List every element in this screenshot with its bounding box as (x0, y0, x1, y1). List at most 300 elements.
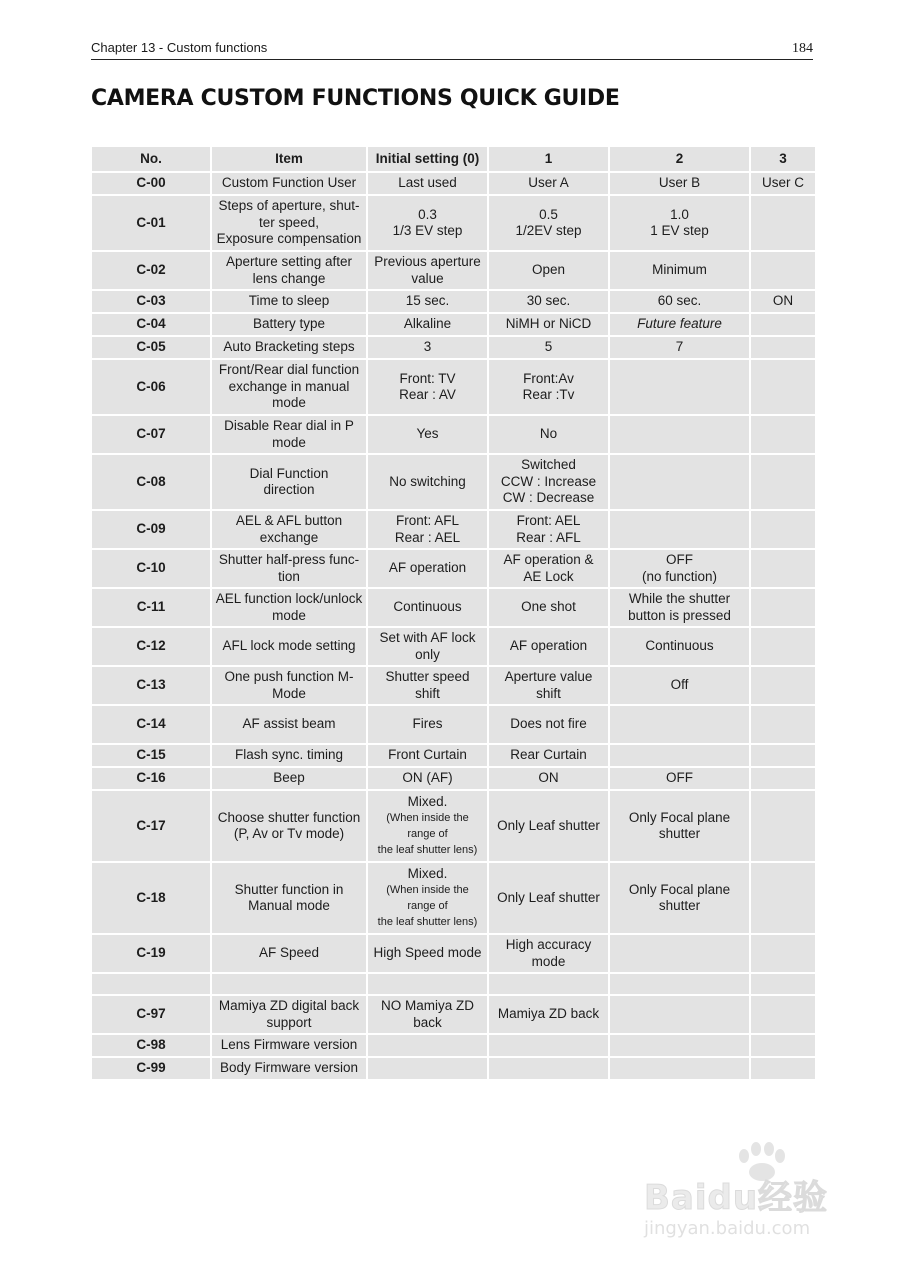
initial-setting-note-line: the leaf shutter lens) (377, 844, 478, 857)
table-row (92, 252, 815, 289)
initial-setting-cell (368, 550, 487, 587)
watermark-url: jingyan.baidu.com (644, 1218, 811, 1239)
table-row (92, 628, 815, 665)
setting-1-cell-line: Front: AEL (516, 513, 581, 528)
setting-1-cell-line: 30 sec. (526, 293, 571, 309)
initial-setting-cell-line: Alkaline (403, 316, 452, 332)
initial-setting-cell (368, 511, 487, 548)
setting-3-cell (751, 337, 815, 358)
setting-2-cell (610, 314, 749, 335)
initial-setting-cell (368, 455, 487, 509)
setting-2-cell (610, 628, 749, 665)
function-number-cell: C-11 (92, 589, 210, 626)
setting-1-cell-line: AF operation (509, 638, 588, 654)
item-cell-line: Battery type (252, 316, 326, 332)
item-cell-line: AFL lock mode setting (222, 638, 356, 654)
setting-1-cell-line: Front:Av (523, 370, 574, 386)
setting-3-cell (751, 628, 815, 665)
item-cell (212, 667, 366, 704)
setting-1-cell (489, 667, 608, 704)
chapter-title: Chapter 13 - Custom functions (91, 40, 268, 55)
item-cell-line: Choose shutter function (217, 809, 361, 825)
initial-setting-cell-line: Continuous (393, 599, 462, 615)
setting-2-cell-line: Continuous (645, 638, 714, 654)
setting-2-cell (610, 768, 749, 789)
setting-2-cell-line: OFF (666, 552, 693, 567)
setting-2-cell (610, 791, 749, 861)
setting-2-cell-line: Minimum (652, 262, 707, 278)
setting-1-cell (489, 360, 608, 414)
setting-1-cell (489, 589, 608, 626)
function-number-cell: C-13 (92, 667, 210, 704)
item-cell-line: AEL & AFL button (235, 513, 343, 528)
table-row (92, 996, 815, 1033)
item-cell-line: exchange (259, 529, 319, 545)
item-cell-line: exchange in manual (228, 378, 350, 394)
watermark (642, 1142, 862, 1252)
item-cell-line: Manual mode (248, 898, 330, 913)
setting-2-cell (610, 1058, 749, 1079)
setting-3-cell (751, 935, 815, 972)
item-cell (212, 768, 366, 789)
initial-setting-cell (368, 416, 487, 453)
table-header-row (92, 147, 815, 171)
item-cell-line: mode (272, 434, 306, 450)
setting-3-cell (751, 589, 815, 626)
item-cell (212, 706, 366, 743)
initial-setting-cell (368, 1035, 487, 1056)
table-row (92, 511, 815, 548)
setting-2-cell (610, 745, 749, 766)
initial-setting-note-line: (When inside the (386, 884, 469, 897)
setting-1-cell (489, 337, 608, 358)
function-number-cell: C-19 (92, 935, 210, 972)
item-cell-line: AF Speed (258, 945, 320, 961)
setting-1-cell (489, 252, 608, 289)
function-number-cell: C-05 (92, 337, 210, 358)
item-cell-line: One push function M- (224, 669, 354, 684)
item-cell-line: mode (272, 395, 306, 411)
table-row (92, 589, 815, 626)
table-row (92, 974, 815, 994)
setting-2-cell-line: button is pressed (628, 607, 731, 623)
initial-setting-cell-line: Front: AFL (395, 513, 460, 528)
initial-setting-cell (368, 589, 487, 626)
initial-setting-note-line: range of (407, 900, 448, 913)
setting-2-cell-line: 1.0 (670, 206, 689, 222)
setting-2-cell (610, 360, 749, 414)
initial-setting-note-line: (When inside the (386, 812, 469, 825)
table-row (92, 1035, 815, 1056)
table-row (92, 291, 815, 312)
initial-setting-cell-line: 15 sec. (405, 293, 450, 309)
initial-setting-cell-line: Shutter speed (385, 669, 470, 684)
setting-3-cell (751, 996, 815, 1033)
function-number-cell: C-10 (92, 550, 210, 587)
setting-1-cell (489, 455, 608, 509)
setting-1-cell-line: Aperture value (504, 669, 593, 684)
setting-3-cell (751, 745, 815, 766)
setting-1-cell (489, 863, 608, 933)
initial-setting-cell (368, 337, 487, 358)
table-row (92, 745, 815, 766)
initial-setting-cell-line: shift (415, 685, 440, 701)
setting-2-cell (610, 667, 749, 704)
setting-1-cell-line: High accuracy (505, 937, 592, 952)
item-cell (212, 173, 366, 194)
item-cell-line: Shutter function in (234, 881, 344, 897)
initial-setting-cell (368, 252, 487, 289)
item-cell-line: Shutter half-press func- (218, 552, 360, 567)
initial-setting-cell-line: back (413, 1014, 442, 1030)
item-cell (212, 974, 366, 994)
function-number-cell: C-18 (92, 863, 210, 933)
setting-3-cell (751, 791, 815, 861)
item-cell-line: Lens Firmware version (220, 1037, 358, 1053)
column-header: Item (212, 147, 366, 171)
setting-2-cell (610, 935, 749, 972)
initial-setting-cell-line: 0.3 (418, 206, 437, 222)
initial-setting-cell-line: Mixed. (407, 865, 448, 881)
item-cell-line: Mamiya ZD digital back (218, 998, 360, 1013)
custom-functions-table (90, 145, 817, 1081)
setting-2-cell-line: shutter (658, 826, 701, 841)
item-cell (212, 628, 366, 665)
function-number-cell: C-14 (92, 706, 210, 743)
initial-setting-cell-line: Rear : AEL (394, 529, 461, 545)
setting-1-cell-line: Rear : AFL (516, 529, 581, 545)
setting-2-cell-line: Off (670, 677, 689, 693)
initial-setting-cell (368, 974, 487, 994)
setting-1-cell-line: 0.5 (539, 206, 558, 222)
setting-3-cell (751, 706, 815, 743)
initial-setting-cell-line: Yes (416, 426, 439, 442)
initial-setting-cell (368, 863, 487, 933)
item-cell (212, 314, 366, 335)
function-number-cell: C-04 (92, 314, 210, 335)
setting-1-cell (489, 706, 608, 743)
initial-setting-cell-line: Fires (412, 716, 443, 732)
setting-1-cell-line: AE Lock (523, 568, 574, 584)
setting-2-cell-line: shutter (658, 898, 701, 913)
setting-3-cell (751, 360, 815, 414)
setting-3-cell (751, 1035, 815, 1056)
watermark-logo-text: Baidu经验 (644, 1178, 829, 1218)
setting-2-cell-line: User B (658, 175, 701, 191)
function-number-cell: C-99 (92, 1058, 210, 1079)
column-header: 3 (751, 147, 815, 171)
setting-1-cell-line: AF operation & (503, 552, 594, 567)
setting-1-cell-line: shift (536, 685, 561, 701)
initial-setting-cell-line: Rear : AV (399, 387, 456, 402)
table-row (92, 337, 815, 358)
table-row (92, 935, 815, 972)
initial-setting-cell (368, 291, 487, 312)
item-cell (212, 996, 366, 1033)
item-cell-line: support (266, 1014, 312, 1030)
function-number-cell: C-01 (92, 196, 210, 250)
item-cell-line: AEL function lock/unlock (215, 591, 363, 606)
initial-setting-cell (368, 628, 487, 665)
function-number-cell: C-98 (92, 1035, 210, 1056)
setting-2-cell (610, 337, 749, 358)
page-title: CAMERA CUSTOM FUNCTIONS QUICK GUIDE (91, 86, 620, 111)
item-cell (212, 511, 366, 548)
table-row (92, 196, 815, 250)
setting-1-cell-line: NiMH or NiCD (505, 316, 592, 332)
table-row (92, 173, 815, 194)
table-row (92, 550, 815, 587)
initial-setting-cell-line: No switching (389, 473, 466, 489)
table-row (92, 1058, 815, 1079)
item-cell-line: tion (278, 568, 300, 584)
item-cell-line: Dial Function (249, 465, 329, 481)
initial-setting-cell-line: Previous aperture (374, 254, 481, 269)
setting-2-cell (610, 974, 749, 994)
item-cell (212, 1035, 366, 1056)
table-row (92, 314, 815, 335)
setting-1-cell-line: 5 (544, 339, 553, 355)
function-number-cell: C-17 (92, 791, 210, 861)
setting-2-cell (610, 173, 749, 194)
table-row (92, 667, 815, 704)
setting-2-cell-line: Only Focal plane (628, 809, 731, 825)
initial-setting-cell-line: Last used (398, 175, 457, 191)
item-cell (212, 863, 366, 933)
setting-1-cell (489, 996, 608, 1033)
setting-2-cell (610, 511, 749, 548)
column-header: No. (92, 147, 210, 171)
setting-2-cell (610, 291, 749, 312)
table-row (92, 416, 815, 453)
setting-3-cell (751, 314, 815, 335)
function-number-cell: C-15 (92, 745, 210, 766)
setting-2-cell-line: (no function) (641, 568, 718, 584)
item-cell (212, 1058, 366, 1079)
item-cell-line: AF assist beam (242, 716, 336, 732)
function-number-cell: C-00 (92, 173, 210, 194)
setting-3-cell (751, 173, 815, 194)
initial-setting-cell (368, 196, 487, 250)
table-row (92, 455, 815, 509)
item-cell (212, 935, 366, 972)
item-cell (212, 196, 366, 250)
setting-3-cell (751, 196, 815, 250)
item-cell-line: ter speed, (258, 214, 320, 230)
setting-1-cell (489, 974, 608, 994)
setting-2-cell (610, 550, 749, 587)
item-cell (212, 550, 366, 587)
item-cell-line: Aperture setting after (225, 254, 353, 269)
setting-3-cell (751, 667, 815, 704)
initial-setting-cell-line: ON (AF) (402, 770, 453, 786)
setting-1-cell-line: User A (528, 175, 569, 191)
initial-setting-cell (368, 745, 487, 766)
table-row (92, 360, 815, 414)
item-cell-line: Mode (272, 685, 306, 701)
table-row (92, 768, 815, 789)
table-row (92, 791, 815, 861)
setting-3-cell (751, 768, 815, 789)
initial-setting-cell (368, 996, 487, 1033)
setting-1-cell (489, 791, 608, 861)
setting-1-cell-line: No (539, 426, 558, 442)
initial-setting-cell (368, 667, 487, 704)
setting-3-cell (751, 511, 815, 548)
setting-3-cell (751, 455, 815, 509)
item-cell (212, 791, 366, 861)
initial-setting-cell-line: Set with AF lock (379, 630, 476, 645)
table-row (92, 863, 815, 933)
initial-setting-cell-line: Mixed. (407, 793, 448, 809)
item-cell-line: Disable Rear dial in P (224, 418, 354, 433)
setting-2-cell-line: 7 (675, 339, 684, 355)
setting-2-cell-line: 60 sec. (657, 293, 702, 309)
initial-setting-cell (368, 360, 487, 414)
initial-setting-cell (368, 935, 487, 972)
setting-1-cell (489, 768, 608, 789)
setting-1-cell (489, 935, 608, 972)
initial-setting-cell-line: 3 (423, 339, 432, 355)
function-number-cell: C-07 (92, 416, 210, 453)
setting-1-cell-line: mode (531, 953, 566, 969)
setting-1-cell-line: Mamiya ZD back (497, 1006, 600, 1022)
setting-2-cell-line: 1 EV step (650, 223, 709, 238)
item-cell (212, 360, 366, 414)
setting-1-cell (489, 416, 608, 453)
item-cell-line: Beep (273, 770, 305, 786)
setting-1-cell-line: One shot (521, 599, 576, 615)
setting-1-cell-line: ON (538, 770, 559, 786)
setting-1-cell (489, 628, 608, 665)
setting-3-cell (751, 1058, 815, 1079)
setting-2-cell (610, 996, 749, 1033)
setting-2-cell-line: OFF (666, 770, 693, 786)
table-body (92, 173, 815, 1079)
initial-setting-cell (368, 314, 487, 335)
initial-setting-cell-line: 1/3 EV step (392, 223, 463, 238)
function-number-cell: C-16 (92, 768, 210, 789)
function-number-cell: C-06 (92, 360, 210, 414)
setting-1-cell (489, 196, 608, 250)
item-cell-line: mode (272, 607, 306, 623)
item-cell-line: (P, Av or Tv mode) (233, 826, 345, 841)
setting-1-cell-line: Switched (521, 457, 576, 473)
item-cell (212, 291, 366, 312)
setting-3-cell (751, 550, 815, 587)
setting-1-cell (489, 550, 608, 587)
setting-1-cell (489, 314, 608, 335)
initial-setting-cell-line: only (415, 646, 440, 662)
function-number-cell: C-08 (92, 455, 210, 509)
initial-setting-note-line: range of (407, 828, 448, 841)
item-cell-line: Flash sync. timing (234, 747, 344, 763)
item-cell-line: Time to sleep (248, 293, 330, 309)
initial-setting-cell-line: Front Curtain (388, 747, 467, 763)
setting-2-cell (610, 252, 749, 289)
setting-2-cell-line: Future feature (637, 316, 722, 332)
column-header: 1 (489, 147, 608, 171)
table-row (92, 706, 815, 743)
setting-1-cell (489, 745, 608, 766)
item-cell (212, 252, 366, 289)
setting-2-cell (610, 416, 749, 453)
setting-1-cell-line: CCW : Increase (500, 473, 597, 489)
setting-3-cell (751, 252, 815, 289)
setting-2-cell (610, 589, 749, 626)
column-header: 2 (610, 147, 749, 171)
item-cell (212, 745, 366, 766)
initial-setting-cell-line: High Speed mode (373, 945, 482, 961)
setting-1-cell-line: CW : Decrease (502, 490, 595, 506)
setting-1-cell-line: Only Leaf shutter (497, 889, 600, 905)
initial-setting-note (371, 882, 484, 930)
item-cell-line: direction (263, 482, 315, 497)
item-cell (212, 416, 366, 453)
setting-1-cell (489, 511, 608, 548)
setting-1-cell (489, 291, 608, 312)
item-cell (212, 337, 366, 358)
initial-setting-cell (368, 1058, 487, 1079)
initial-setting-cell (368, 791, 487, 861)
function-number-cell: C-03 (92, 291, 210, 312)
initial-setting-cell (368, 706, 487, 743)
item-cell (212, 455, 366, 509)
item-cell-line: Custom Function User (221, 175, 357, 191)
setting-1-cell-line: Open (531, 262, 566, 278)
item-cell-line: Steps of aperture, shut- (218, 198, 360, 214)
function-number-cell (92, 974, 210, 994)
setting-1-cell-line: Does not fire (510, 716, 587, 732)
setting-2-cell (610, 863, 749, 933)
setting-1-cell-line: Rear :Tv (522, 387, 575, 402)
initial-setting-cell-line: NO Mamiya ZD (380, 998, 474, 1013)
setting-1-cell-line: 1/2EV step (515, 223, 582, 238)
initial-setting-cell (368, 173, 487, 194)
setting-3-cell (751, 974, 815, 994)
setting-1-cell (489, 1035, 608, 1056)
initial-setting-note-line: the leaf shutter lens) (377, 916, 478, 929)
initial-setting-note (371, 810, 484, 858)
initial-setting-cell-line: value (411, 270, 444, 286)
setting-1-cell (489, 1058, 608, 1079)
function-number-cell: C-09 (92, 511, 210, 548)
initial-setting-cell (368, 768, 487, 789)
function-number-cell: C-12 (92, 628, 210, 665)
setting-3-cell (751, 416, 815, 453)
setting-1-cell-line: Rear Curtain (510, 747, 587, 763)
setting-3-cell (751, 291, 815, 312)
setting-3-cell (751, 863, 815, 933)
setting-2-cell-line: While the shutter (628, 591, 731, 606)
page-number: 184 (792, 41, 813, 56)
function-number-cell: C-97 (92, 996, 210, 1033)
setting-2-cell (610, 706, 749, 743)
function-number-cell: C-02 (92, 252, 210, 289)
item-cell-line: Front/Rear dial function (218, 362, 360, 378)
initial-setting-cell-line: Front: TV (399, 370, 456, 386)
setting-2-cell (610, 196, 749, 250)
item-cell-line: Body Firmware version (219, 1060, 359, 1076)
setting-3-cell-line: User C (761, 175, 804, 191)
initial-setting-cell-line: AF operation (388, 560, 467, 576)
setting-2-cell-line: Only Focal plane (628, 881, 731, 897)
column-header: Initial setting (0) (368, 147, 487, 171)
page-header (91, 38, 813, 60)
setting-2-cell (610, 1035, 749, 1056)
setting-1-cell-line: Only Leaf shutter (497, 817, 600, 833)
item-cell-line: Auto Bracketing steps (223, 339, 355, 355)
